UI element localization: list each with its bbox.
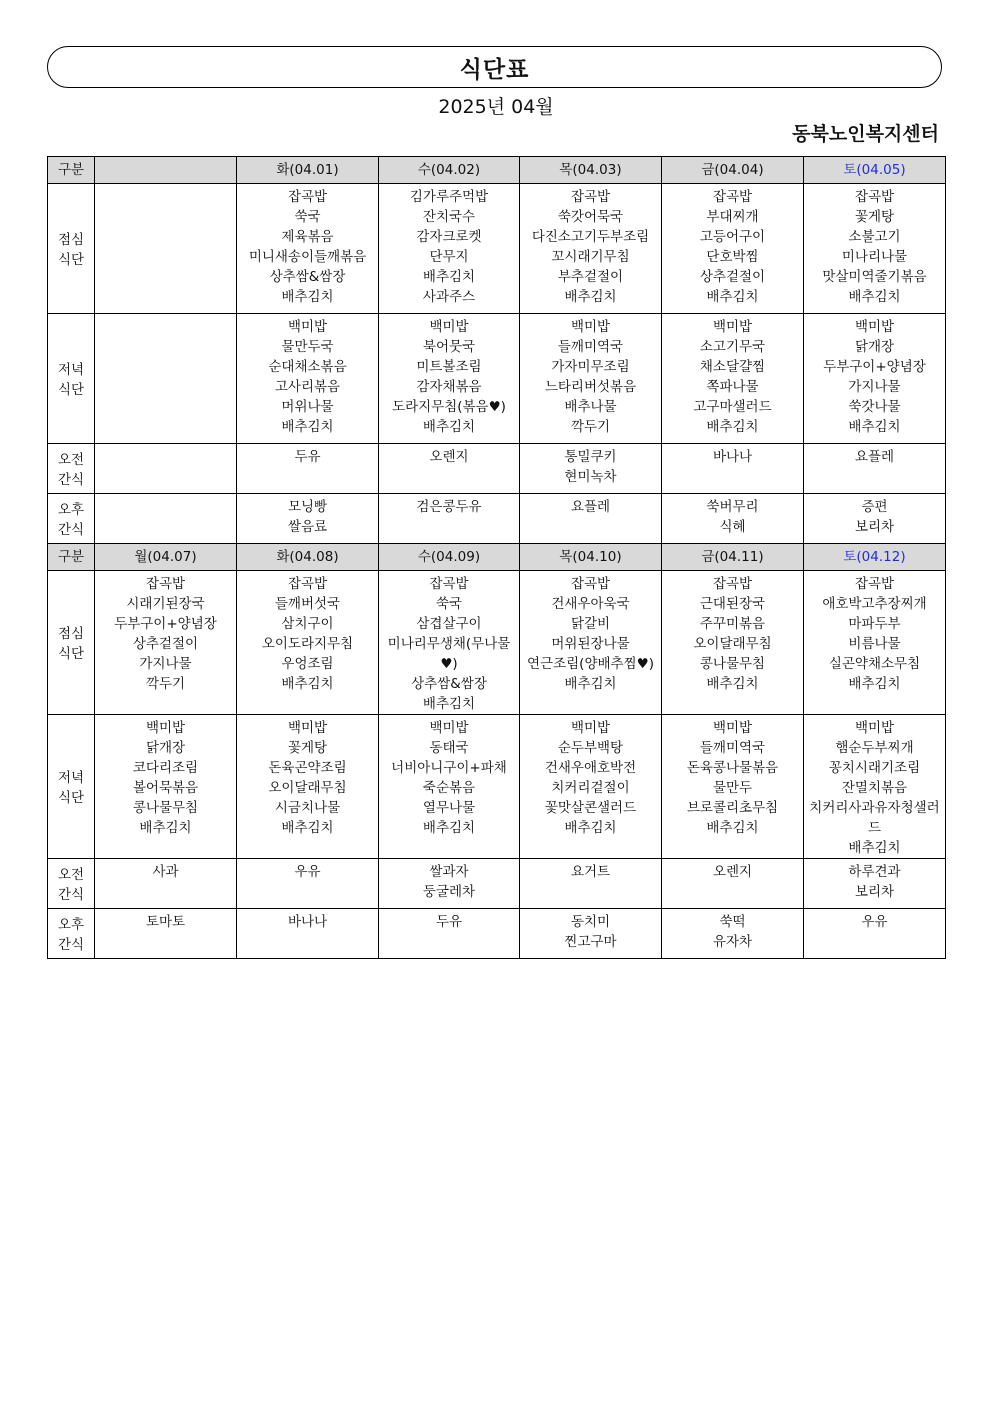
menu-item: 둥굴레차 [422,884,476,900]
menu-cell [520,571,662,715]
menu-item: 꽃게탕 [854,209,895,225]
meal-row [48,571,946,715]
menu-item: 잡곡밥 [429,576,469,592]
menu-item: 사과 [152,864,179,880]
menu-item: 찐고구마 [564,934,617,950]
menu-item: 동치미 [570,914,611,930]
menu-item: 가자미무조림 [551,359,630,375]
menu-cell [662,909,804,959]
menu-cell [804,184,946,314]
menu-item: 배추김치 [422,820,476,836]
menu-cell [520,909,662,959]
menu-item: 돈육콩나물볶음 [686,760,779,776]
menu-item: 오이달래무침 [268,780,347,796]
menu-item: 들깨미역국 [557,339,624,355]
menu-item: 토마토 [145,914,186,930]
meal-row [48,444,946,494]
meal-row [48,909,946,959]
menu-item: 삼치구이 [281,616,334,632]
menu-item: 요플레 [570,499,611,515]
menu-item: 잡곡밥 [145,576,186,592]
menu-cell [804,715,946,859]
menu-item: 모닝빵 [287,499,328,515]
menu-item: 시금치나물 [274,800,341,816]
menu-cell [237,859,379,909]
menu-item: 잔멸치볶음 [841,780,908,796]
menu-item: 순두부백탕 [557,740,624,756]
menu-item: 쑥국 [435,596,463,612]
menu-cell [804,571,946,715]
menu-item: 배추김치 [422,419,476,435]
menu-item: 돈육곤약조림 [268,760,347,776]
menu-item: 잡곡밥 [712,189,753,205]
meal-label: 오전 간식 [48,859,95,909]
menu-cell [520,715,662,859]
menu-cell [95,909,237,959]
menu-cell [237,444,379,494]
menu-item: 물만두국 [281,339,334,355]
menu-cell [95,184,237,314]
menu-item: 배추김치 [564,820,617,836]
meal-label: 저녁 식단 [48,314,95,444]
menu-cell [379,715,520,859]
menu-item: 꽃맛살콘샐러드 [544,800,637,816]
menu-item: 백미밥 [570,319,611,335]
menu-item: 식혜 [719,519,746,535]
month-subtitle: 2025년 04월 [438,96,554,118]
category-header: 구분 [48,157,95,184]
menu-item: 쑥갓어묵국 [557,209,624,225]
menu-cell [95,494,237,544]
menu-item: 잡곡밥 [287,189,328,205]
menu-cell [520,859,662,909]
menu-item: 상추겉절이 [699,269,766,285]
menu-item: 쑥버무리 [706,499,759,515]
menu-item: 백미밥 [429,319,469,335]
menu-item: 부추겉절이 [557,269,624,285]
menu-item: 쑥국 [294,209,321,225]
meal-label: 오전 간식 [48,444,95,494]
menu-cell [804,909,946,959]
menu-item: 오이달래무침 [693,636,772,652]
menu-item: 배추김치 [706,676,759,692]
week-header-row [48,544,946,571]
menu-cell [95,444,237,494]
menu-cell [662,571,804,715]
menu-item: 배추김치 [848,289,901,305]
menu-item: 두유 [435,914,463,930]
meal-label: 저녁 식단 [48,715,95,859]
menu-item: 잔치국수 [422,209,476,225]
menu-item: 열무나물 [422,800,476,816]
menu-item: 너비아니구이+파채 [391,760,507,776]
menu-item: 김가루주먹밥 [409,189,489,205]
menu-item: 잡곡밥 [712,576,753,592]
menu-item: 제육볶음 [281,229,334,245]
menu-item: 배추김치 [706,419,759,435]
menu-item: 잡곡밥 [287,576,328,592]
menu-item: 미나리무생채(무나물♥) [387,636,511,672]
menu-item: 우유 [861,914,888,930]
day-header: 월(04.07) [95,544,237,571]
menu-cell [95,859,237,909]
menu-item: 두유 [294,449,321,465]
meal-label: 점심 식단 [48,184,95,314]
menu-item: 북어뭇국 [422,339,476,355]
menu-cell [379,314,520,444]
menu-cell [95,715,237,859]
menu-item: 비름나물 [848,636,901,652]
menu-cell [379,909,520,959]
menu-item: 소불고기 [848,229,901,245]
menu-item: 도라지무침(볶음♥) [392,399,506,415]
menu-item: 배추김치 [706,289,759,305]
menu-item: 하루견과 [848,864,901,880]
menu-item: 배추김치 [422,269,476,285]
menu-cell [237,571,379,715]
meal-row [48,859,946,909]
menu-cell [237,184,379,314]
menu-cell [804,444,946,494]
menu-item: 미나리나물 [841,249,908,265]
menu-item: 주꾸미볶음 [699,616,766,632]
menu-item: 검은콩두유 [416,499,482,515]
menu-item: 현미녹차 [564,469,617,485]
menu-cell [237,715,379,859]
menu-item: 근대된장국 [699,596,766,612]
menu-item: 유자차 [712,934,753,950]
menu-item: 상추겉절이 [132,636,199,652]
menu-item: 배추김치 [281,419,334,435]
menu-item: 건새우아욱국 [551,596,630,612]
menu-item: 배추김치 [848,840,901,856]
menu-item: 깍두기 [145,676,186,692]
menu-item: 두부구이+양념장 [823,359,926,375]
menu-item: 백미밥 [145,720,186,736]
menu-item: 상추쌈&쌈장 [269,269,346,285]
menu-item: 연근조림(양배추찜♥) [527,656,654,672]
menu-item: 배추나물 [564,399,617,415]
menu-item: 배추김치 [848,419,901,435]
menu-item: 쌀과자 [429,864,469,880]
menu-item: 치커리겉절이 [551,780,630,796]
menu-cell [237,494,379,544]
day-header: 수(04.09) [379,544,520,571]
menu-item: 배추김치 [848,676,901,692]
menu-item: 배추김치 [139,820,192,836]
menu-item: 들깨버섯국 [274,596,341,612]
menu-cell [520,314,662,444]
menu-item: 백미밥 [287,720,328,736]
menu-item: 백미밥 [854,319,895,335]
menu-item: 쪽파나물 [706,379,759,395]
menu-item: 우유 [294,864,321,880]
menu-item: 코다리조림 [132,760,199,776]
menu-item: 순대채소볶음 [268,359,347,375]
menu-item: 두부구이+양념장 [114,616,217,632]
menu-item: 오렌지 [712,864,753,880]
menu-cell [237,314,379,444]
menu-item: 배추김치 [706,820,759,836]
menu-cell [662,444,804,494]
menu-cell [662,859,804,909]
menu-item: 잡곡밥 [570,576,611,592]
menu-item: 소고기무국 [699,339,766,355]
menu-cell [804,314,946,444]
menu-item: 잡곡밥 [854,576,895,592]
menu-item: 바나나 [287,914,328,930]
category-header: 구분 [48,544,95,571]
menu-item: 백미밥 [287,319,328,335]
meal-row [48,184,946,314]
meal-label: 점심 식단 [48,571,95,715]
title-box [47,46,942,88]
organization-name: 동북노인복지센터 [792,123,939,145]
menu-item: 백미밥 [429,720,469,736]
menu-cell [520,184,662,314]
menu-cell [662,314,804,444]
menu-item: 삼겹살구이 [416,616,482,632]
menu-item: 쑥떡 [719,914,746,930]
menu-item: 애호박고추장찌개 [822,596,927,612]
menu-item: 통밀쿠키 [564,449,617,465]
menu-item: 오렌지 [429,449,469,465]
day-header: 목(04.10) [520,544,662,571]
menu-item: 요거트 [570,864,611,880]
day-header: 화(04.01) [237,157,379,184]
menu-item: 바나나 [712,449,753,465]
day-header: 토(04.05) [804,157,946,184]
menu-item: 고사리볶음 [274,379,341,395]
menu-item: 닭개장 [854,339,895,355]
meal-label: 오후 간식 [48,909,95,959]
menu-item: 치커리사과유자청샐러드 [809,800,940,836]
menu-item: 다진소고기두부조림 [531,229,650,245]
day-header [95,157,237,184]
menu-item: 보리차 [854,884,895,900]
menu-item: 백미밥 [854,720,895,736]
menu-item: 들깨미역국 [699,740,766,756]
meal-row [48,715,946,859]
menu-cell [520,444,662,494]
day-header: 금(04.11) [662,544,804,571]
menu-item: 시래기된장국 [126,596,205,612]
menu-item: 콩나물무침 [132,800,199,816]
menu-cell [237,909,379,959]
menu-cell [804,859,946,909]
menu-item: 배추김치 [564,289,617,305]
menu-item: 상추쌈&쌈장 [411,676,487,692]
menu-item: 단무지 [429,249,469,265]
menu-item: 미트볼조림 [416,359,482,375]
menu-item: 잡곡밥 [854,189,895,205]
menu-item: 부대찌개 [706,209,759,225]
menu-item: 물만두 [712,780,753,796]
meal-label: 오후 간식 [48,494,95,544]
day-header: 토(04.12) [804,544,946,571]
menu-item: 감자채볶음 [416,379,482,395]
menu-item: 고등어구이 [699,229,766,245]
day-header: 수(04.02) [379,157,520,184]
menu-cell [95,571,237,715]
menu-item: 쑥갓나물 [848,399,901,415]
menu-cell [804,494,946,544]
menu-item: 고구마샐러드 [693,399,772,415]
menu-item: 머위된장나물 [551,636,630,652]
menu-item: 햄순두부찌개 [835,740,914,756]
menu-item: 느타리버섯볶음 [544,379,637,395]
week-header-row [48,157,946,184]
menu-item: 단호박찜 [706,249,759,265]
menu-item: 배추김치 [281,676,334,692]
menu-item: 오이도라지무침 [261,636,354,652]
menu-item: 미니새송이들깨볶음 [248,249,367,265]
menu-item: 꽁치시래기조림 [828,760,921,776]
menu-cell [662,715,804,859]
menu-item: 우엉조림 [281,656,334,672]
menu-cell [379,494,520,544]
menu-cell [662,494,804,544]
menu-item: 증편 [861,499,888,515]
menu-cell [379,184,520,314]
menu-item: 백미밥 [712,720,753,736]
menu-item: 채소달걀찜 [699,359,766,375]
menu-cell [95,314,237,444]
menu-item: 꽃게탕 [287,740,328,756]
page-title: 식단표 [459,56,530,83]
day-header: 화(04.08) [237,544,379,571]
menu-cell [379,859,520,909]
menu-item: 배추김치 [281,820,334,836]
menu-cell [379,571,520,715]
meal-row [48,494,946,544]
menu-item: 요플레 [854,449,895,465]
menu-item: 콩나물무침 [699,656,766,672]
menu-item: 브로콜리초무침 [686,800,779,816]
menu-item: 동태국 [429,740,469,756]
menu-item: 쌀음료 [287,519,328,535]
menu-table [47,156,946,959]
menu-item: 사과주스 [422,289,476,305]
menu-item: 배추김치 [422,696,476,712]
meal-row [48,314,946,444]
day-header: 금(04.04) [662,157,804,184]
menu-item: 백미밥 [570,720,611,736]
menu-cell [520,494,662,544]
menu-item: 깍두기 [570,419,611,435]
menu-item: 가지나물 [139,656,192,672]
day-header: 목(04.03) [520,157,662,184]
menu-item: 꼬시래기무침 [551,249,630,265]
menu-item: 배추김치 [564,676,617,692]
menu-item: 보리차 [854,519,895,535]
menu-item: 머위나물 [281,399,334,415]
menu-cell [662,184,804,314]
menu-item: 백미밥 [712,319,753,335]
menu-item: 잡곡밥 [570,189,611,205]
menu-cell [379,444,520,494]
menu-item: 닭개장 [145,740,186,756]
menu-item: 실곤약채소무침 [828,656,921,672]
menu-item: 닭갈비 [570,616,611,632]
menu-item: 볼어묵볶음 [132,780,199,796]
menu-item: 가지나물 [848,379,901,395]
menu-item: 건새우애호박전 [544,760,637,776]
menu-item: 배추김치 [281,289,334,305]
menu-item: 맛살미역줄기볶음 [822,269,927,285]
menu-item: 죽순볶음 [422,780,476,796]
menu-item: 마파두부 [848,616,901,632]
menu-item: 감자크로켓 [416,229,482,245]
